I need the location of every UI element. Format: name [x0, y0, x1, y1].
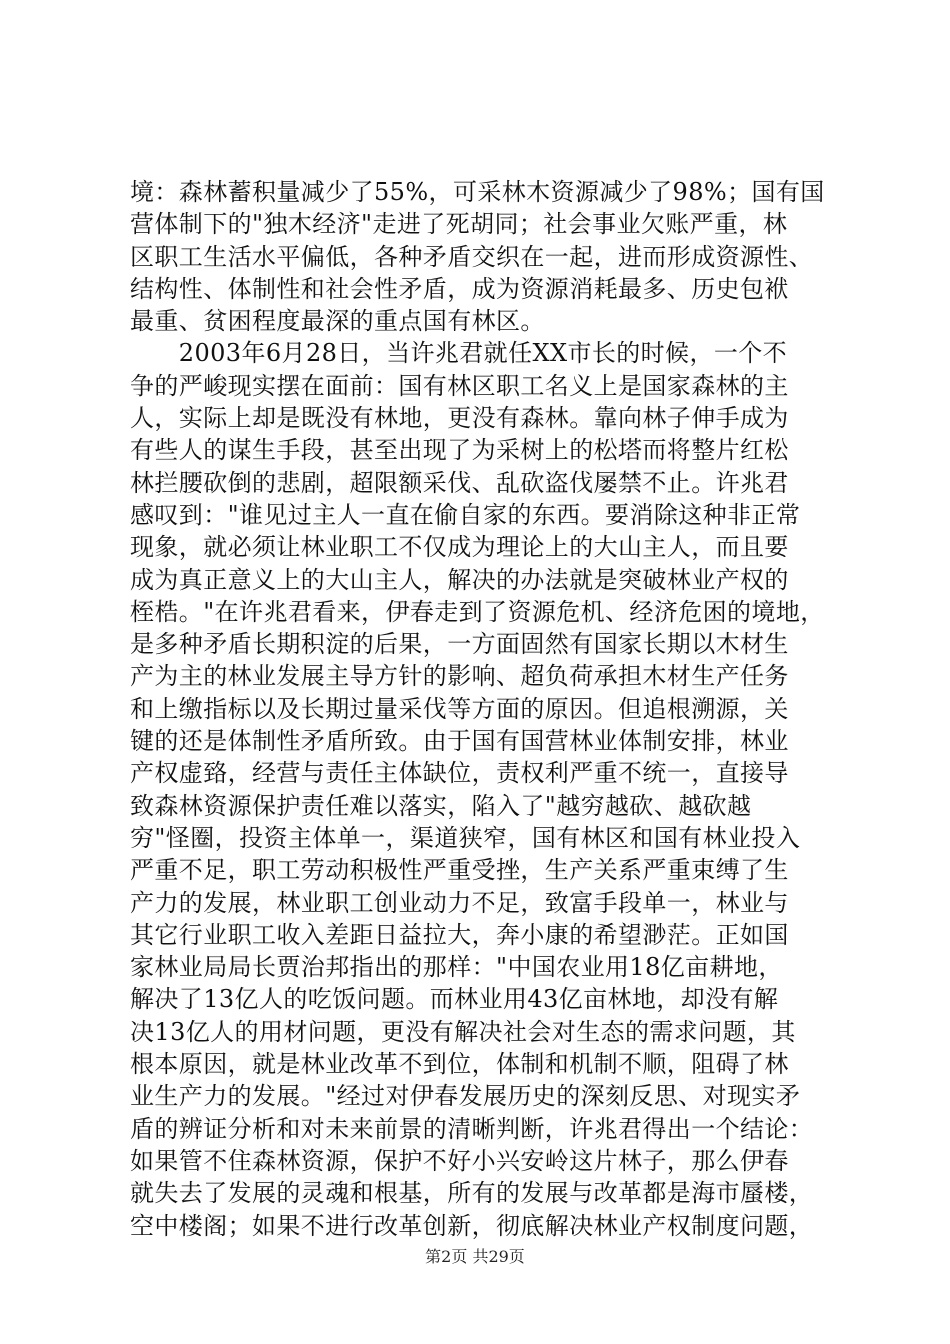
text-line: 空中楼阁；如果不进行改革创新，彻底解决林业产权制度问题， [130, 1211, 814, 1240]
text-line: 人，实际上却是既没有林地，更没有森林。靠向林子伸手成为 [130, 404, 789, 433]
text-line: 严重不足，职工劳动积极性严重受挫，生产关系严重束缚了生 [130, 856, 789, 885]
text-line: 产权虚臵，经营与责任主体缺位，责权利严重不统一，直接导 [130, 759, 789, 788]
text-line: 业生产力的发展。"经过对伊春发展历史的深刻反思、对现实矛 [130, 1082, 801, 1111]
text-line: 成为真正意义上的大山主人，解决的办法就是突破林业产权的 [130, 565, 789, 594]
text-line: 解决了13亿人的吃饭问题。而林业用43亿亩林地，却没有解 [130, 985, 779, 1014]
text-line: 致森林资源保护责任难以落实，陷入了"越穷越砍、越砍越 [130, 791, 752, 820]
text-line: 如果管不住森林资源，保护不好小兴安岭这片林子，那么伊春 [130, 1146, 789, 1175]
text-line: 感叹到："谁见过主人一直在偷自家的东西。要消除这种非正常 [130, 500, 801, 529]
text-line: 盾的辨证分析和对未来前景的清晰判断，许兆君得出一个结论： [130, 1114, 814, 1143]
text-line: 决13亿人的用材问题，更没有解决社会对生态的需求问题，其 [130, 1017, 796, 1046]
text-line: 键的还是体制性矛盾所致。由于国有国营林业体制安排，林业 [130, 727, 789, 756]
text-line: 桎梏。"在许兆君看来，伊春走到了资源危机、经济危困的境地， [130, 597, 825, 626]
text-line: 根本原因，就是林业改革不到位，体制和机制不顺，阻碍了林 [130, 1050, 789, 1079]
text-line: 产力的发展，林业职工创业动力不足，致富手段单一，林业与 [130, 888, 789, 917]
text-line: 争的严峻现实摆在面前：国有林区职工名义上是国家森林的主 [130, 371, 789, 400]
text-line: 区职工生活水平偏低，各种矛盾交织在一起，进而形成资源性、 [130, 242, 814, 271]
text-line: 最重、贫困程度最深的重点国有林区。 [130, 307, 545, 336]
text-line: 和上缴指标以及长期过量采伐等方面的原因。但追根溯源，关 [130, 694, 789, 723]
text-line: 林拦腰砍倒的悲剧，超限额采伐、乱砍盗伐屡禁不止。许兆君 [130, 468, 789, 497]
text-line: 是多种矛盾长期积淀的后果，一方面固然有国家长期以木材生 [130, 630, 789, 659]
text-line: 穷"怪圈，投资主体单一，渠道狭窄，国有林区和国有林业投入 [130, 823, 801, 852]
text-line: 有些人的谋生手段，甚至出现了为采树上的松塔而将整片红松 [130, 436, 789, 465]
text-line: 产为主的林业发展主导方针的影响、超负荷承担木材生产任务 [130, 662, 789, 691]
text-line: 其它行业职工收入差距日益拉大，奔小康的希望渺茫。正如国 [130, 920, 789, 949]
text-line: 结构性、体制性和社会性矛盾，成为资源消耗最多、历史包袱 [130, 274, 789, 303]
body-text [130, 176, 826, 1242]
page-footer: 第2页 共29页 [425, 1247, 525, 1266]
text-line: 家林业局局长贾治邦指出的那样："中国农业用18亿亩耕地， [130, 953, 783, 982]
text-line: 2003年6月28日，当许兆君就任XX市长的时候，一个不 [130, 339, 788, 368]
text-line: 境：森林蓄积量减少了55%，可采林木资源减少了98%；国有国 [130, 178, 825, 206]
text-line: 营体制下的"独木经济"走进了死胡同；社会事业欠账严重，林 [130, 210, 788, 239]
text-line: 现象，就必须让林业职工不仅成为理论上的大山主人，而且要 [130, 533, 789, 562]
text-line: 就失去了发展的灵魂和根基，所有的发展与改革都是海市蜃楼， [130, 1179, 814, 1208]
